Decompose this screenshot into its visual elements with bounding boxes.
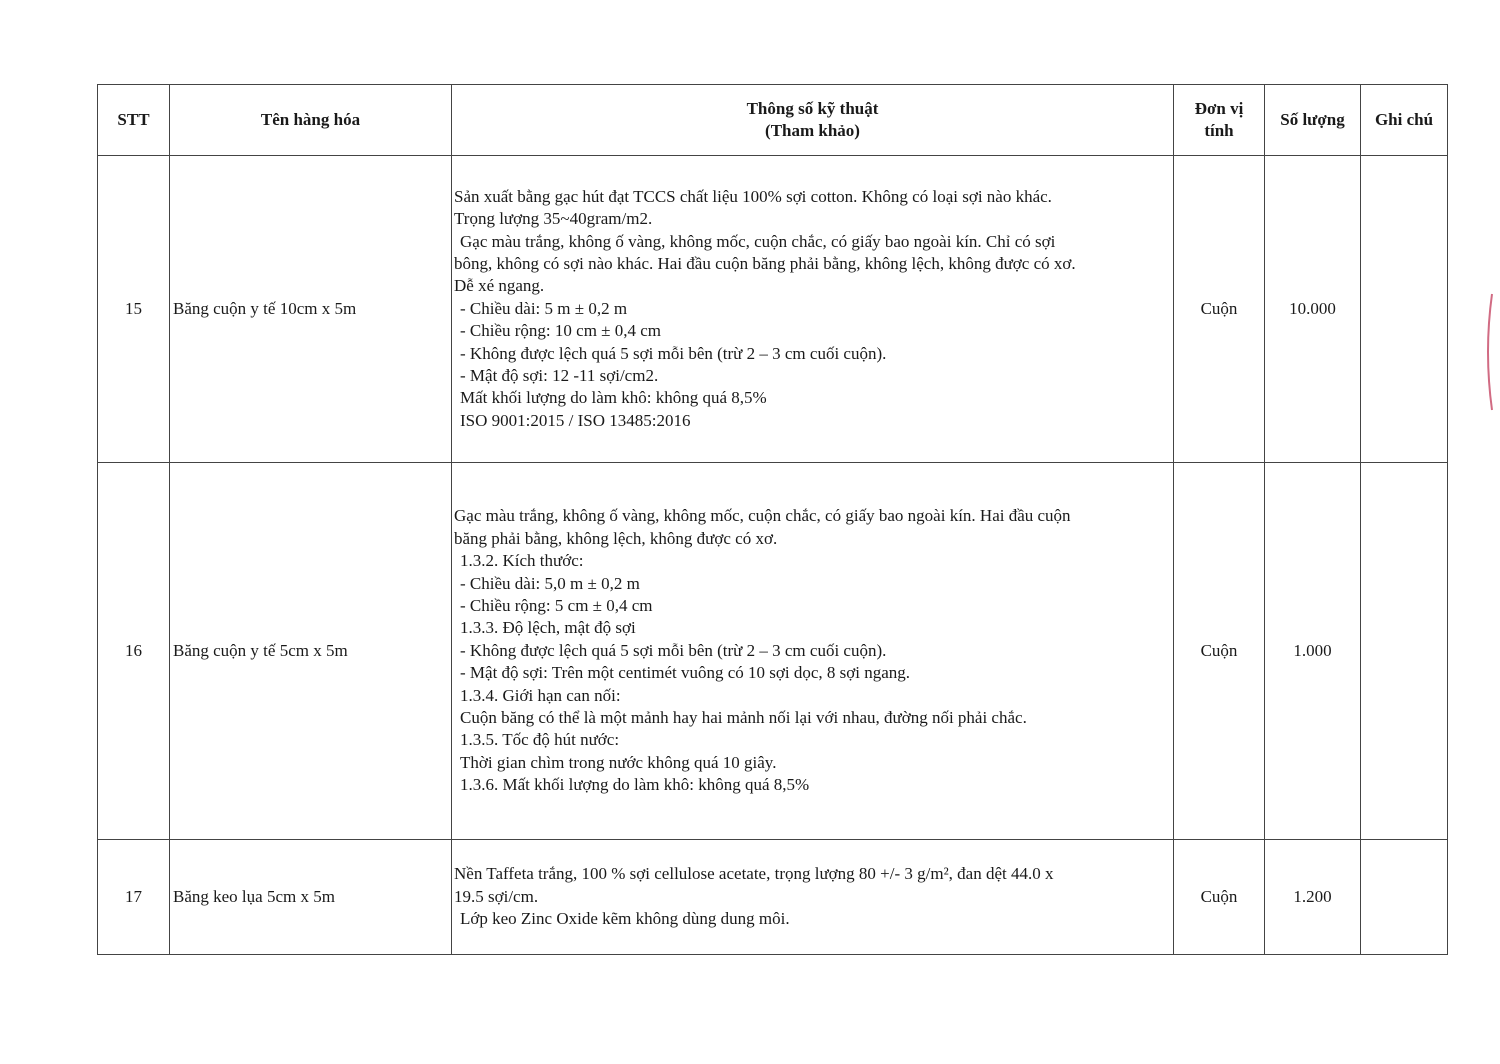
row-name: Băng keo lụa 5cm x 5m [170, 840, 452, 955]
table-row [98, 463, 1448, 840]
spec-line: Lớp keo Zinc Oxide kẽm không dùng dung môi. [460, 909, 790, 929]
spec-line: 1.3.2. Kích thước: [460, 551, 584, 571]
row-stt: 17 [98, 840, 170, 955]
row-stt: 16 [98, 463, 170, 840]
spec-line: 1.3.3. Độ lệch, mật độ sợi [460, 618, 636, 638]
spec-line: băng phải bằng, không lệch, không được có xơ. [454, 528, 778, 548]
spec-line: ISO 9001:2015 / ISO 13485:2016 [460, 410, 691, 430]
row-spec [452, 463, 1174, 840]
row-stt: 15 [98, 156, 170, 463]
spec-line: 1.3.4. Giới hạn can nối: [460, 685, 621, 705]
row-name: Băng cuộn y tế 10cm x 5m [170, 156, 452, 463]
header-unit-line2: tính [1204, 121, 1234, 140]
header-name: Tên hàng hóa [170, 85, 452, 156]
spec-line: - Không được lệch quá 5 sợi mỗi bên (trừ 2 – 3 cm cuối cuộn). [460, 640, 887, 660]
header-spec [452, 85, 1174, 156]
row-quantity: 1.000 [1265, 463, 1361, 840]
row-unit: Cuộn [1174, 840, 1265, 955]
spec-line: 1.3.5. Tốc độ hút nước: [460, 730, 620, 750]
row-unit: Cuộn [1174, 156, 1265, 463]
row-quantity: 1.200 [1265, 840, 1361, 955]
header-spec-line1: Thông số kỹ thuật [746, 99, 879, 118]
spec-line: - Mật độ sợi: 12 -11 sợi/cm2. [460, 366, 659, 386]
spec-line: 1.3.6. Mất khối lượng do làm khô: không quá 8,5% [460, 775, 810, 795]
spec-line: Mất khối lượng do làm khô: không quá 8,5% [460, 388, 767, 408]
header-stt: STT [98, 85, 170, 156]
header-row [98, 85, 1448, 156]
spec-line: Thời gian chìm trong nước không quá 10 giây. [460, 752, 777, 772]
spec-line: Sản xuất bằng gạc hút đạt TCCS chất liệu 100% sợi cotton. Không có loại sợi nào khác. [454, 186, 1052, 206]
row-note [1361, 156, 1448, 463]
spec-line: - Không được lệch quá 5 sợi mỗi bên (trừ 2 – 3 cm cuối cuộn). [460, 343, 887, 363]
spec-line: - Chiều rộng: 10 cm ± 0,4 cm [460, 321, 662, 341]
spec-line: 19.5 sợi/cm. [454, 886, 539, 906]
stamp-edge-mark [1482, 292, 1496, 412]
spec-line: - Chiều rộng: 5 cm ± 0,4 cm [460, 595, 653, 615]
header-spec-line2: (Tham khảo) [765, 121, 860, 140]
row-unit: Cuộn [1174, 463, 1265, 840]
spec-line: Nền Taffeta trắng, 100 % sợi cellulose acetate, trọng lượng 80 +/- 3 g/m², đan dệt 44.0 x [454, 864, 1054, 884]
spec-line: Cuộn băng có thể là một mảnh hay hai mảnh nối lại với nhau, đường nối phải chắc. [460, 708, 1027, 728]
goods-table [97, 84, 1448, 955]
spec-line: Gạc màu trắng, không ố vàng, không mốc, cuộn chắc, có giấy bao ngoài kín. Hai đầu cuộn [454, 506, 1071, 526]
spec-line: - Chiều dài: 5,0 m ± 0,2 m [460, 573, 640, 593]
header-unit [1174, 85, 1265, 156]
spec-line: Gạc màu trắng, không ố vàng, không mốc, cuộn chắc, có giấy bao ngoài kín. Chỉ có sợi [460, 231, 1056, 251]
row-spec [452, 840, 1174, 955]
spec-line: - Mật độ sợi: Trên một centimét vuông có 10 sợi dọc, 8 sợi ngang. [460, 663, 911, 683]
spec-line: Dễ xé ngang. [454, 276, 545, 296]
spec-line: bông, không có sợi nào khác. Hai đầu cuộn băng phải bằng, không lệch, không được có xơ. [454, 253, 1076, 273]
spec-line: - Chiều dài: 5 m ± 0,2 m [460, 298, 628, 318]
spec-line: Trọng lượng 35~40gram/m2. [454, 209, 653, 229]
header-unit-line1: Đơn vị [1194, 99, 1244, 118]
row-note [1361, 840, 1448, 955]
document-sheet [97, 84, 1447, 955]
table-row [98, 840, 1448, 955]
header-note: Ghi chú [1361, 85, 1448, 156]
row-quantity: 10.000 [1265, 156, 1361, 463]
header-quantity: Số lượng [1265, 85, 1361, 156]
table-row [98, 156, 1448, 463]
row-spec [452, 156, 1174, 463]
row-name: Băng cuộn y tế 5cm x 5m [170, 463, 452, 840]
row-note [1361, 463, 1448, 840]
